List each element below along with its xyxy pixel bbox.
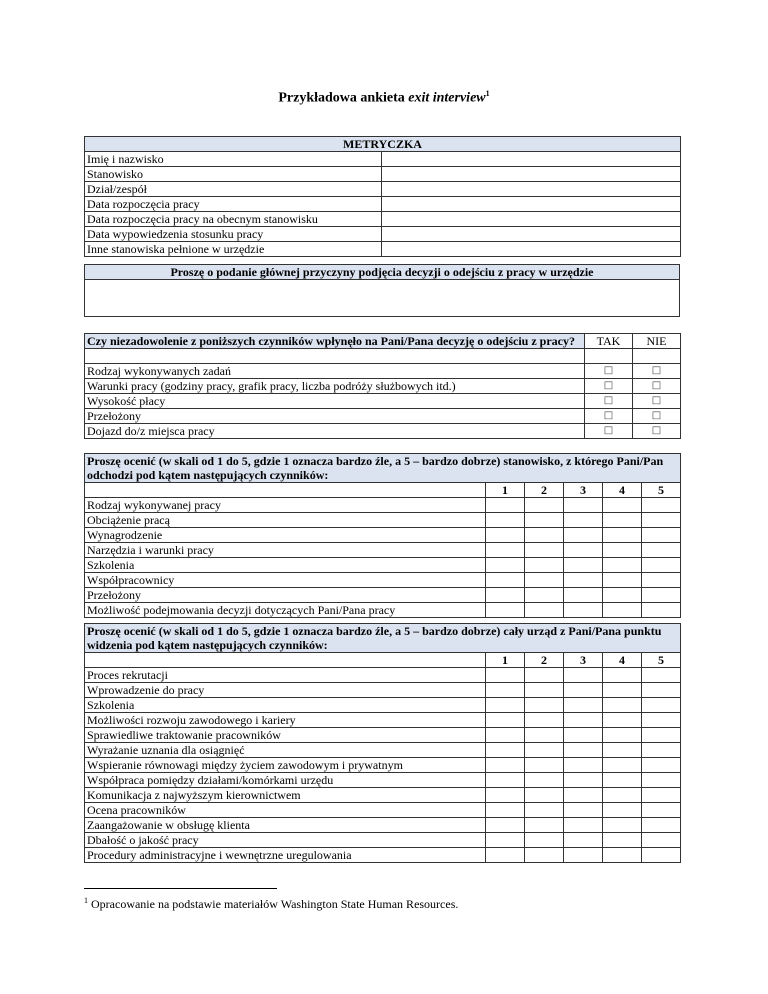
- rating-cell-2[interactable]: [525, 728, 564, 743]
- rating-cell-4[interactable]: [603, 588, 642, 603]
- rating-row: [85, 668, 681, 683]
- rating-cell-2[interactable]: [525, 513, 564, 528]
- metryczka-label: Data rozpoczęcia pracy: [85, 197, 382, 212]
- factor-label: Rodzaj wykonywanych zadań: [85, 364, 585, 379]
- rating-cell-1[interactable]: [486, 773, 525, 788]
- tak-checkbox[interactable]: □: [585, 364, 633, 379]
- rating-label: Możliwości rozwoju zawodowego i kariery: [85, 713, 486, 728]
- rating-cell-2[interactable]: [525, 603, 564, 618]
- rating-cell-3[interactable]: [564, 573, 603, 588]
- rating-cell-4[interactable]: [603, 668, 642, 683]
- rating-cell-3[interactable]: [564, 683, 603, 698]
- rating-cell-3[interactable]: [564, 513, 603, 528]
- rating-cell-1[interactable]: [486, 788, 525, 803]
- nie-checkbox[interactable]: □: [633, 364, 681, 379]
- metryczka-row: [85, 242, 681, 257]
- rating-cell-1[interactable]: [486, 603, 525, 618]
- rating-cell-2[interactable]: [525, 588, 564, 603]
- rating-row: [85, 543, 681, 558]
- nie-checkbox[interactable]: □: [633, 424, 681, 439]
- reason-answer-field[interactable]: [85, 280, 680, 317]
- rating-cell-4[interactable]: [603, 558, 642, 573]
- metryczka-label: Inne stanowiska pełnione w urzędzie: [85, 242, 382, 257]
- scale-1: 1: [486, 483, 525, 498]
- rating-cell-2[interactable]: [525, 668, 564, 683]
- rating-cell-1[interactable]: [486, 698, 525, 713]
- rating-cell-4[interactable]: [603, 528, 642, 543]
- metryczka-value-field[interactable]: [382, 197, 681, 212]
- rating-cell-4[interactable]: [603, 788, 642, 803]
- scale-5: 5: [642, 653, 681, 668]
- footnote: $^1$ Opracowanie na podstawie materiałów Washington State Human Resources.: [84, 896, 459, 911]
- factor-label: Dojazd do/z miejsca pracy: [85, 424, 585, 439]
- rating-cell-1[interactable]: [486, 713, 525, 728]
- rating-cell-3[interactable]: [564, 773, 603, 788]
- rating-label: Współpracownicy: [85, 573, 486, 588]
- scale-1: 1: [486, 653, 525, 668]
- scale-2: 2: [525, 653, 564, 668]
- rating-cell-2[interactable]: [525, 683, 564, 698]
- rating-cell-5[interactable]: [642, 513, 681, 528]
- metryczka-value-field[interactable]: [382, 152, 681, 167]
- rating-label: Przełożony: [85, 588, 486, 603]
- rating-cell-5[interactable]: [642, 743, 681, 758]
- rating-cell-3[interactable]: [564, 698, 603, 713]
- rating-cell-5[interactable]: [642, 848, 681, 863]
- rating-cell-2[interactable]: [525, 818, 564, 833]
- metryczka-label: Dział/zespół: [85, 182, 382, 197]
- metryczka-value-field[interactable]: [382, 167, 681, 182]
- rating-label: Szkolenia: [85, 698, 486, 713]
- rating-label: Komunikacja z najwyższym kierownictwem: [85, 788, 486, 803]
- metryczka-row: [85, 212, 681, 227]
- reason-header: Proszę o podanie głównej przyczyny podjęcia decyzji o odejściu z pracy w urzędzie: [85, 265, 680, 280]
- rating-row: [85, 698, 681, 713]
- office-question: Proszę ocenić (w skali od 1 do 5, gdzie 1 oznacza bardzo źle, a 5 – bardzo dobrze) cały urząd z Pani/Pana punktu widzenia pod kątem następujących czynników:: [85, 624, 681, 653]
- metryczka-table: [84, 136, 681, 257]
- rating-label: Wprowadzenie do pracy: [85, 683, 486, 698]
- tak-checkbox[interactable]: □: [585, 394, 633, 409]
- rating-cell-3[interactable]: [564, 833, 603, 848]
- rating-label: Sprawiedliwe traktowanie pracowników: [85, 728, 486, 743]
- factors-question: Czy niezadowolenie z poniższych czynników wpłynęło na Pani/Pana decyzję o odejściu z pracy?: [85, 334, 585, 349]
- rating-cell-3[interactable]: [564, 788, 603, 803]
- tak-checkbox[interactable]: □: [585, 409, 633, 424]
- rating-cell-1[interactable]: [486, 758, 525, 773]
- rating-cell-5[interactable]: [642, 818, 681, 833]
- rating-label: Wynagrodzenie: [85, 528, 486, 543]
- rating-cell-2[interactable]: [525, 788, 564, 803]
- rating-cell-2[interactable]: [525, 833, 564, 848]
- rating-label: Wspieranie równowagi między życiem zawodowym i prywatnym: [85, 758, 486, 773]
- rating-label: Wyrażanie uznania dla osiągnięć: [85, 743, 486, 758]
- rating-cell-3[interactable]: [564, 588, 603, 603]
- rating-cell-1[interactable]: [486, 743, 525, 758]
- rating-cell-3[interactable]: [564, 558, 603, 573]
- rating-cell-4[interactable]: [603, 728, 642, 743]
- rating-row: [85, 728, 681, 743]
- rating-cell-1[interactable]: [486, 528, 525, 543]
- rating-cell-3[interactable]: [564, 848, 603, 863]
- rating-cell-2[interactable]: [525, 528, 564, 543]
- factor-row: [85, 409, 681, 424]
- metryczka-label: Imię i nazwisko: [85, 152, 382, 167]
- rating-row: [85, 833, 681, 848]
- rating-row: [85, 773, 681, 788]
- rating-cell-4[interactable]: [603, 603, 642, 618]
- rating-row: [85, 683, 681, 698]
- metryczka-row: [85, 197, 681, 212]
- rating-row: [85, 588, 681, 603]
- rating-cell-4[interactable]: [603, 758, 642, 773]
- rating-label: Ocena pracowników: [85, 803, 486, 818]
- scale-5: 5: [642, 483, 681, 498]
- rating-cell-1[interactable]: [486, 728, 525, 743]
- office-rating-table: [84, 623, 681, 863]
- rating-label: Procedury administracyjne i wewnętrzne uregulowania: [85, 848, 486, 863]
- rating-row: [85, 713, 681, 728]
- factor-row: [85, 424, 681, 439]
- rating-cell-1[interactable]: [486, 683, 525, 698]
- rating-cell-2[interactable]: [525, 773, 564, 788]
- rating-cell-1[interactable]: [486, 498, 525, 513]
- scale-4: 4: [603, 483, 642, 498]
- rating-row: [85, 513, 681, 528]
- factor-label: Przełożony: [85, 409, 585, 424]
- rating-cell-2[interactable]: [525, 543, 564, 558]
- reason-table: [84, 264, 680, 317]
- factor-row: [85, 364, 681, 379]
- rating-label: Szkolenia: [85, 558, 486, 573]
- scale-4: 4: [603, 653, 642, 668]
- document-title: Przykładowa ankieta exit interview$^1$: [278, 89, 490, 106]
- rating-cell-3[interactable]: [564, 803, 603, 818]
- rating-cell-5[interactable]: [642, 558, 681, 573]
- rating-cell-3[interactable]: [564, 728, 603, 743]
- rating-label: Dbałość o jakość pracy: [85, 833, 486, 848]
- metryczka-row: [85, 167, 681, 182]
- rating-cell-5[interactable]: [642, 668, 681, 683]
- rating-cell-5[interactable]: [642, 573, 681, 588]
- tak-checkbox[interactable]: □: [585, 424, 633, 439]
- rating-cell-2[interactable]: [525, 803, 564, 818]
- position-rating-table: [84, 453, 681, 618]
- rating-label: Możliwość podejmowania decyzji dotyczących Pani/Pana pracy: [85, 603, 486, 618]
- rating-cell-1[interactable]: [486, 803, 525, 818]
- rating-cell-3[interactable]: [564, 668, 603, 683]
- nie-checkbox[interactable]: □: [633, 379, 681, 394]
- metryczka-label: Data rozpoczęcia pracy na obecnym stanowisku: [85, 212, 382, 227]
- rating-cell-3[interactable]: [564, 818, 603, 833]
- rating-cell-2[interactable]: [525, 743, 564, 758]
- tak-checkbox[interactable]: □: [585, 379, 633, 394]
- metryczka-label: Data wypowiedzenia stosunku pracy: [85, 227, 382, 242]
- rating-row: [85, 603, 681, 618]
- rating-row: [85, 818, 681, 833]
- rating-cell-3[interactable]: [564, 543, 603, 558]
- metryczka-row: [85, 152, 681, 167]
- rating-cell-4[interactable]: [603, 833, 642, 848]
- rating-label: Obciążenie pracą: [85, 513, 486, 528]
- rating-cell-1[interactable]: [486, 848, 525, 863]
- rating-label: Zaangażowanie w obsługę klienta: [85, 818, 486, 833]
- rating-cell-4[interactable]: [603, 543, 642, 558]
- factors-table: [84, 333, 681, 439]
- rating-cell-1[interactable]: [486, 543, 525, 558]
- metryczka-row: [85, 182, 681, 197]
- rating-label: Narzędzia i warunki pracy: [85, 543, 486, 558]
- rating-cell-3[interactable]: [564, 743, 603, 758]
- rating-row: [85, 558, 681, 573]
- rating-cell-3[interactable]: [564, 603, 603, 618]
- rating-row: [85, 528, 681, 543]
- rating-cell-5[interactable]: [642, 698, 681, 713]
- rating-cell-1[interactable]: [486, 818, 525, 833]
- rating-cell-5[interactable]: [642, 603, 681, 618]
- position-question: Proszę ocenić (w skali od 1 do 5, gdzie 1 oznacza bardzo źle, a 5 – bardzo dobrze) stanowisko, z którego Pani/Pan odchodzi pod kątem następujących czynników:: [85, 454, 681, 483]
- rating-row: [85, 573, 681, 588]
- rating-label: Proces rekrutacji: [85, 668, 486, 683]
- rating-cell-3[interactable]: [564, 758, 603, 773]
- rating-row: [85, 848, 681, 863]
- rating-cell-4[interactable]: [603, 683, 642, 698]
- rating-cell-2[interactable]: [525, 573, 564, 588]
- col-nie: NIE: [633, 334, 681, 349]
- rating-cell-5[interactable]: [642, 713, 681, 728]
- rating-cell-4[interactable]: [603, 513, 642, 528]
- rating-row: [85, 498, 681, 513]
- rating-row: [85, 743, 681, 758]
- rating-cell-4[interactable]: [603, 773, 642, 788]
- rating-cell-5[interactable]: [642, 498, 681, 513]
- rating-cell-1[interactable]: [486, 668, 525, 683]
- rating-row: [85, 758, 681, 773]
- rating-cell-3[interactable]: [564, 498, 603, 513]
- nie-checkbox[interactable]: □: [633, 394, 681, 409]
- rating-cell-5[interactable]: [642, 833, 681, 848]
- rating-cell-4[interactable]: [603, 498, 642, 513]
- metryczka-value-field[interactable]: [382, 242, 681, 257]
- rating-label: Rodzaj wykonywanej pracy: [85, 498, 486, 513]
- rating-cell-4[interactable]: [603, 698, 642, 713]
- rating-cell-4[interactable]: [603, 818, 642, 833]
- metryczka-row: [85, 227, 681, 242]
- scale-2: 2: [525, 483, 564, 498]
- footnote-separator: [84, 888, 277, 889]
- rating-cell-4[interactable]: [603, 803, 642, 818]
- rating-cell-3[interactable]: [564, 713, 603, 728]
- rating-cell-2[interactable]: [525, 848, 564, 863]
- factor-row: [85, 379, 681, 394]
- rating-cell-5[interactable]: [642, 683, 681, 698]
- col-tak: TAK: [585, 334, 633, 349]
- rating-cell-5[interactable]: [642, 528, 681, 543]
- rating-cell-5[interactable]: [642, 543, 681, 558]
- rating-label: Współpraca pomiędzy działami/komórkami urzędu: [85, 773, 486, 788]
- scale-3: 3: [564, 653, 603, 668]
- rating-cell-5[interactable]: [642, 758, 681, 773]
- factor-label: Wysokość płacy: [85, 394, 585, 409]
- rating-cell-4[interactable]: [603, 573, 642, 588]
- metryczka-header: METRYCZKA: [85, 137, 681, 152]
- metryczka-value-field[interactable]: [382, 227, 681, 242]
- metryczka-value-field[interactable]: [382, 182, 681, 197]
- metryczka-label: Stanowisko: [85, 167, 382, 182]
- rating-cell-1[interactable]: [486, 513, 525, 528]
- rating-cell-1[interactable]: [486, 588, 525, 603]
- rating-cell-1[interactable]: [486, 558, 525, 573]
- rating-cell-3[interactable]: [564, 528, 603, 543]
- rating-cell-1[interactable]: [486, 833, 525, 848]
- rating-row: [85, 803, 681, 818]
- factor-row: [85, 394, 681, 409]
- nie-checkbox[interactable]: □: [633, 409, 681, 424]
- rating-cell-1[interactable]: [486, 573, 525, 588]
- rating-cell-2[interactable]: [525, 498, 564, 513]
- rating-cell-2[interactable]: [525, 713, 564, 728]
- scale-3: 3: [564, 483, 603, 498]
- rating-cell-4[interactable]: [603, 713, 642, 728]
- rating-cell-2[interactable]: [525, 558, 564, 573]
- rating-cell-4[interactable]: [603, 848, 642, 863]
- rating-cell-5[interactable]: [642, 773, 681, 788]
- rating-cell-5[interactable]: [642, 728, 681, 743]
- rating-cell-2[interactable]: [525, 698, 564, 713]
- rating-cell-5[interactable]: [642, 588, 681, 603]
- rating-cell-2[interactable]: [525, 758, 564, 773]
- rating-cell-5[interactable]: [642, 788, 681, 803]
- metryczka-value-field[interactable]: [382, 212, 681, 227]
- rating-cell-4[interactable]: [603, 743, 642, 758]
- rating-row: [85, 788, 681, 803]
- factor-label: Warunki pracy (godziny pracy, grafik pracy, liczba podróży służbowych itd.): [85, 379, 585, 394]
- rating-cell-5[interactable]: [642, 803, 681, 818]
